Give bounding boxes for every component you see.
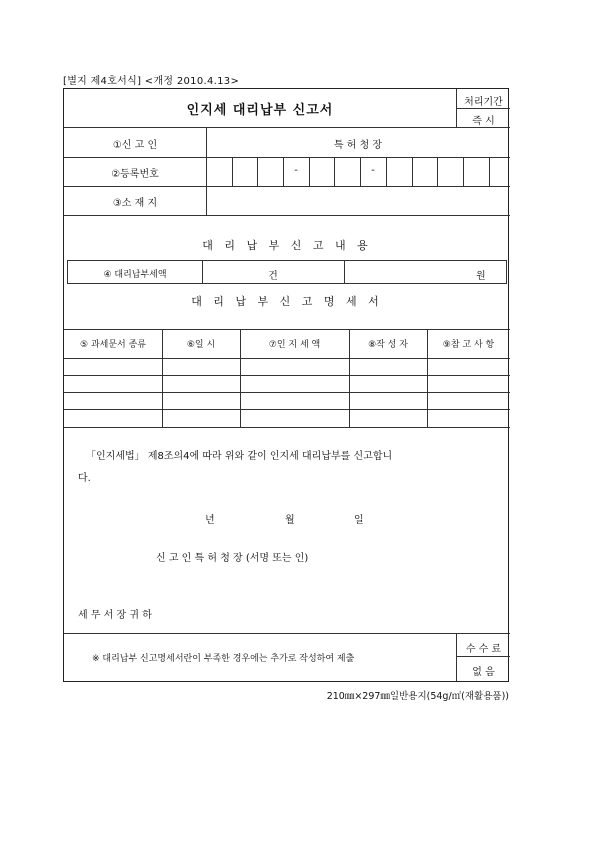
form-title: 인지세 대리납부 신고서 [186,103,334,118]
fee-value: 없 음 [472,667,495,678]
amount-label: ④ 대리납부세액 [103,270,167,280]
registration-label: ②등록번호 [111,169,159,180]
amount-box [67,260,507,284]
date-day: 일 [354,515,364,526]
reporter-value: 특 허 청 장 [333,140,383,151]
addressee: 세 무 서 장 귀 하 [78,610,152,621]
count-unit: 건 [268,271,278,282]
date-year: 년 [205,515,215,526]
won-unit: 원 [476,271,486,282]
column-header-remarks: ⑨참 고 사 항 [442,340,495,350]
processing-period-value: 즉 시 [472,116,495,127]
details-heading: 대 리 납 부 신 고 내 용 [202,239,372,252]
location-label: ③소 재 지 [112,198,158,209]
paper-spec: 210㎜×297㎜일반용지(54g/㎡(재활용품)) [326,691,509,702]
processing-period-label: 처리기간 [464,97,503,108]
column-header-datetime: ⑥일 시 [186,340,216,350]
column-header-author: ⑧작 성 자 [368,340,408,350]
fee-label: 수 수 료 [465,644,502,655]
declaration-line-2: 다. [78,473,91,484]
footnote: ※ 대리납부 신고명세서란이 부족한 경우에는 추가로 작성하여 제출 [92,654,355,664]
reporter-label: ①신 고 인 [112,140,158,151]
column-header-stamp-tax: ⑦인 지 세 액 [268,340,321,350]
declaration-line-1: 「인지세법」 제8조의4에 따라 위와 같이 인지세 대리납부를 신고합니 [86,451,393,462]
statement-heading: 대 리 납 부 신 고 명 세 서 [191,295,383,308]
form-reference: [별지 제4호서식] <개정 2010.4.13> [63,76,240,87]
form-frame [63,88,509,682]
registration-dash-1: - [294,165,298,176]
column-header-document-type: ⑤ 과세문서 종류 [80,340,146,350]
registration-dash-2: - [371,165,375,176]
signer-line: 신 고 인 특 허 청 장 (서명 또는 인) [156,553,309,564]
date-month: 월 [285,515,295,526]
